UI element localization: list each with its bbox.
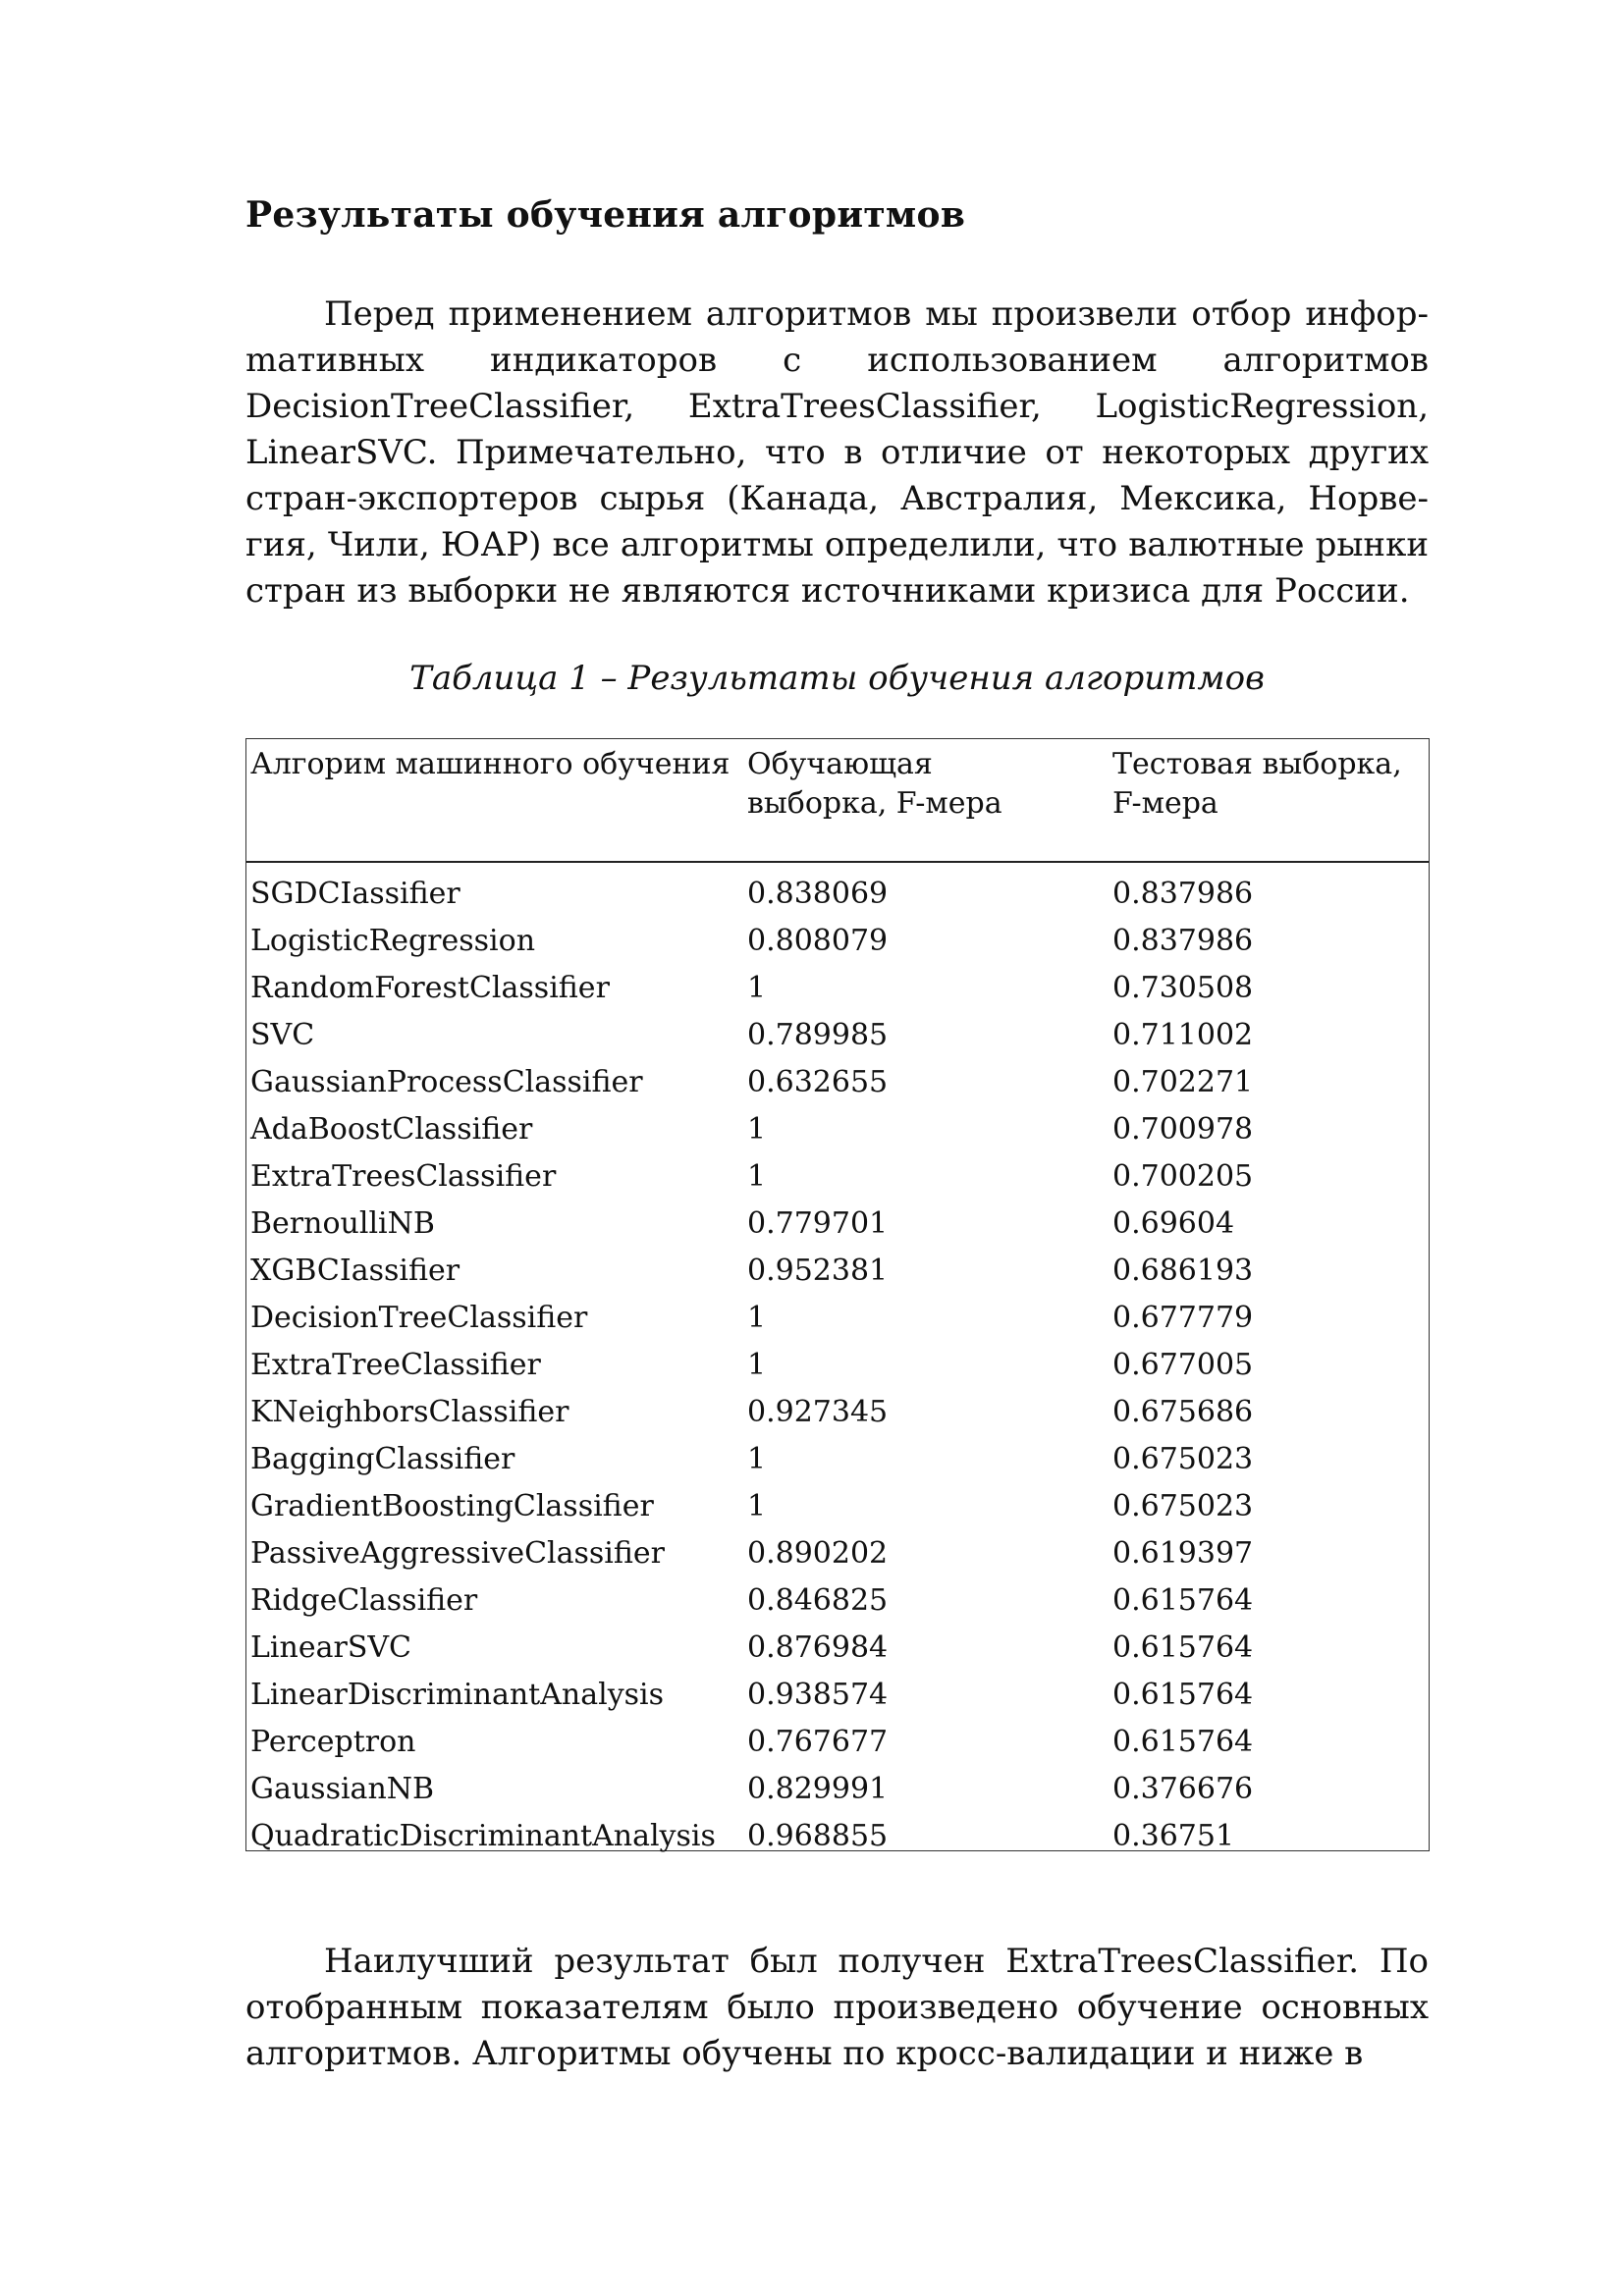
header-test-f1-text: Тестовая выборка, F-мера — [1112, 747, 1402, 821]
intro-paragraph: Перед применением алгоритмов мы произвели отбор инфорmативных индикаторов с использованием алгоритмов DecisionTreeClassifier, ExtraTreesClassifier, LogisticRegression, LinearSVC. Примечательно, что в отличие от некоторых других стран-экспортеров сырья (Канада, Австралия, Мексика, Норвегия, Чили, ЮАР) все алгоритмы определили, что валютные рынки стран из выборки не являются источниками кризиса для России. — [245, 294, 1429, 611]
cell-algorithm: DecisionTreeClassifier — [250, 1301, 588, 1335]
table-row — [246, 1153, 1429, 1201]
results-table — [245, 738, 1430, 1851]
cell-test-f1: 0.675023 — [1112, 1489, 1254, 1523]
cell-algorithm: GaussianNB — [250, 1772, 435, 1806]
table-header-row — [246, 739, 1429, 862]
cell-test-f1: 0.677779 — [1112, 1301, 1254, 1335]
cell-train-f1: 1 — [747, 1112, 767, 1147]
table-row — [246, 1201, 1429, 1248]
cell-test-f1: 0.730508 — [1112, 971, 1254, 1005]
cell-train-f1: 0.938574 — [747, 1678, 889, 1712]
cell-test-f1: 0.615764 — [1112, 1583, 1254, 1618]
table-row — [246, 918, 1429, 965]
conclusion-paragraph: Наилучший результат был получен ExtraTreesClassifier. По отобранным показателям было произведено обучение основных алгоритмов. Алгоритмы обучены по кросс-валидации и ниже в — [245, 1942, 1429, 2073]
cell-test-f1: 0.675686 — [1112, 1395, 1254, 1429]
table-row — [246, 1719, 1429, 1766]
table-row — [246, 1059, 1429, 1106]
cell-algorithm: Perceptron — [250, 1725, 416, 1759]
cell-algorithm: XGBCIassifier — [250, 1254, 460, 1288]
table-row — [246, 1813, 1429, 1860]
cell-train-f1: 0.789985 — [747, 1018, 889, 1052]
cell-algorithm: BaggingClassifier — [250, 1442, 515, 1476]
cell-test-f1: 0.675023 — [1112, 1442, 1254, 1476]
cell-algorithm: RandomForestClassifier — [250, 971, 610, 1005]
cell-test-f1: 0.615764 — [1112, 1725, 1254, 1759]
header-train-f1-text: Обучающая выборка, F-мера — [747, 747, 1002, 821]
cell-algorithm: GaussianProcessClassifier — [250, 1065, 643, 1099]
cell-test-f1: 0.837986 — [1112, 877, 1254, 911]
cell-algorithm: QuadraticDiscriminantAnalysis — [250, 1819, 716, 1853]
cell-train-f1: 1 — [747, 1348, 767, 1382]
table-row — [246, 1389, 1429, 1436]
header-algorithm: Алгорим машинного обучения — [246, 739, 743, 862]
cell-test-f1: 0.615764 — [1112, 1678, 1254, 1712]
table-row — [246, 1766, 1429, 1813]
table-row — [246, 1012, 1429, 1059]
cell-train-f1: 0.890202 — [747, 1536, 889, 1571]
section-heading: Результаты обучения алгоритмов — [245, 194, 966, 236]
table-row — [246, 1672, 1429, 1719]
cell-train-f1: 1 — [747, 1159, 767, 1194]
results-table-grid — [246, 739, 1429, 1860]
cell-algorithm: ExtraTreesClassifier — [250, 1159, 557, 1194]
cell-train-f1: 1 — [747, 971, 767, 1005]
cell-test-f1: 0.711002 — [1112, 1018, 1254, 1052]
cell-train-f1: 0.779701 — [747, 1206, 889, 1241]
cell-train-f1: 0.876984 — [747, 1630, 889, 1665]
cell-train-f1: 0.808079 — [747, 924, 889, 958]
cell-test-f1: 0.376676 — [1112, 1772, 1254, 1806]
table-row — [246, 1106, 1429, 1153]
cell-train-f1: 0.829991 — [747, 1772, 889, 1806]
cell-algorithm: LinearSVC — [250, 1630, 411, 1665]
cell-algorithm: LinearDiscriminantAnalysis — [250, 1678, 665, 1712]
cell-test-f1: 0.700978 — [1112, 1112, 1254, 1147]
cell-train-f1: 1 — [747, 1301, 767, 1335]
table-row — [246, 1625, 1429, 1672]
table-row — [246, 1342, 1429, 1389]
cell-algorithm: PassiveAggressiveClassifier — [250, 1536, 665, 1571]
cell-test-f1: 0.677005 — [1112, 1348, 1254, 1382]
cell-algorithm: KNeighborsClassifier — [250, 1395, 569, 1429]
table-row — [246, 862, 1429, 918]
cell-test-f1: 0.36751 — [1112, 1819, 1235, 1853]
cell-train-f1: 0.846825 — [747, 1583, 889, 1618]
cell-test-f1: 0.837986 — [1112, 924, 1254, 958]
cell-train-f1: 0.968855 — [747, 1819, 889, 1853]
table-row — [246, 1248, 1429, 1295]
cell-algorithm: SGDCIassifier — [250, 877, 460, 911]
cell-test-f1: 0.615764 — [1112, 1630, 1254, 1665]
header-train-f1 — [743, 739, 1109, 862]
cell-train-f1: 1 — [747, 1489, 767, 1523]
cell-algorithm: ExtraTreeClassifier — [250, 1348, 541, 1382]
cell-train-f1: 0.632655 — [747, 1065, 889, 1099]
cell-algorithm: GradientBoostingClassifier — [250, 1489, 654, 1523]
cell-test-f1: 0.619397 — [1112, 1536, 1254, 1571]
cell-algorithm: RidgeClassifier — [250, 1583, 478, 1618]
table-row — [246, 1483, 1429, 1530]
table-row — [246, 1530, 1429, 1577]
table-row — [246, 1295, 1429, 1342]
table-caption: Таблица 1 – Результаты обучения алгоритмов — [409, 659, 1265, 698]
cell-algorithm: AdaBoostClassifier — [250, 1112, 533, 1147]
table-row — [246, 1577, 1429, 1625]
cell-algorithm: LogisticRegression — [250, 924, 536, 958]
table-row — [246, 965, 1429, 1012]
cell-test-f1: 0.702271 — [1112, 1065, 1254, 1099]
cell-algorithm: BernoulliNB — [250, 1206, 435, 1241]
cell-test-f1: 0.69604 — [1112, 1206, 1235, 1241]
cell-train-f1: 0.927345 — [747, 1395, 889, 1429]
cell-test-f1: 0.686193 — [1112, 1254, 1254, 1288]
cell-train-f1: 0.952381 — [747, 1254, 889, 1288]
cell-train-f1: 1 — [747, 1442, 767, 1476]
header-test-f1 — [1109, 739, 1429, 862]
table-row — [246, 1436, 1429, 1483]
cell-test-f1: 0.700205 — [1112, 1159, 1254, 1194]
cell-train-f1: 0.838069 — [747, 877, 889, 911]
cell-train-f1: 0.767677 — [747, 1725, 889, 1759]
cell-algorithm: SVC — [250, 1018, 315, 1052]
